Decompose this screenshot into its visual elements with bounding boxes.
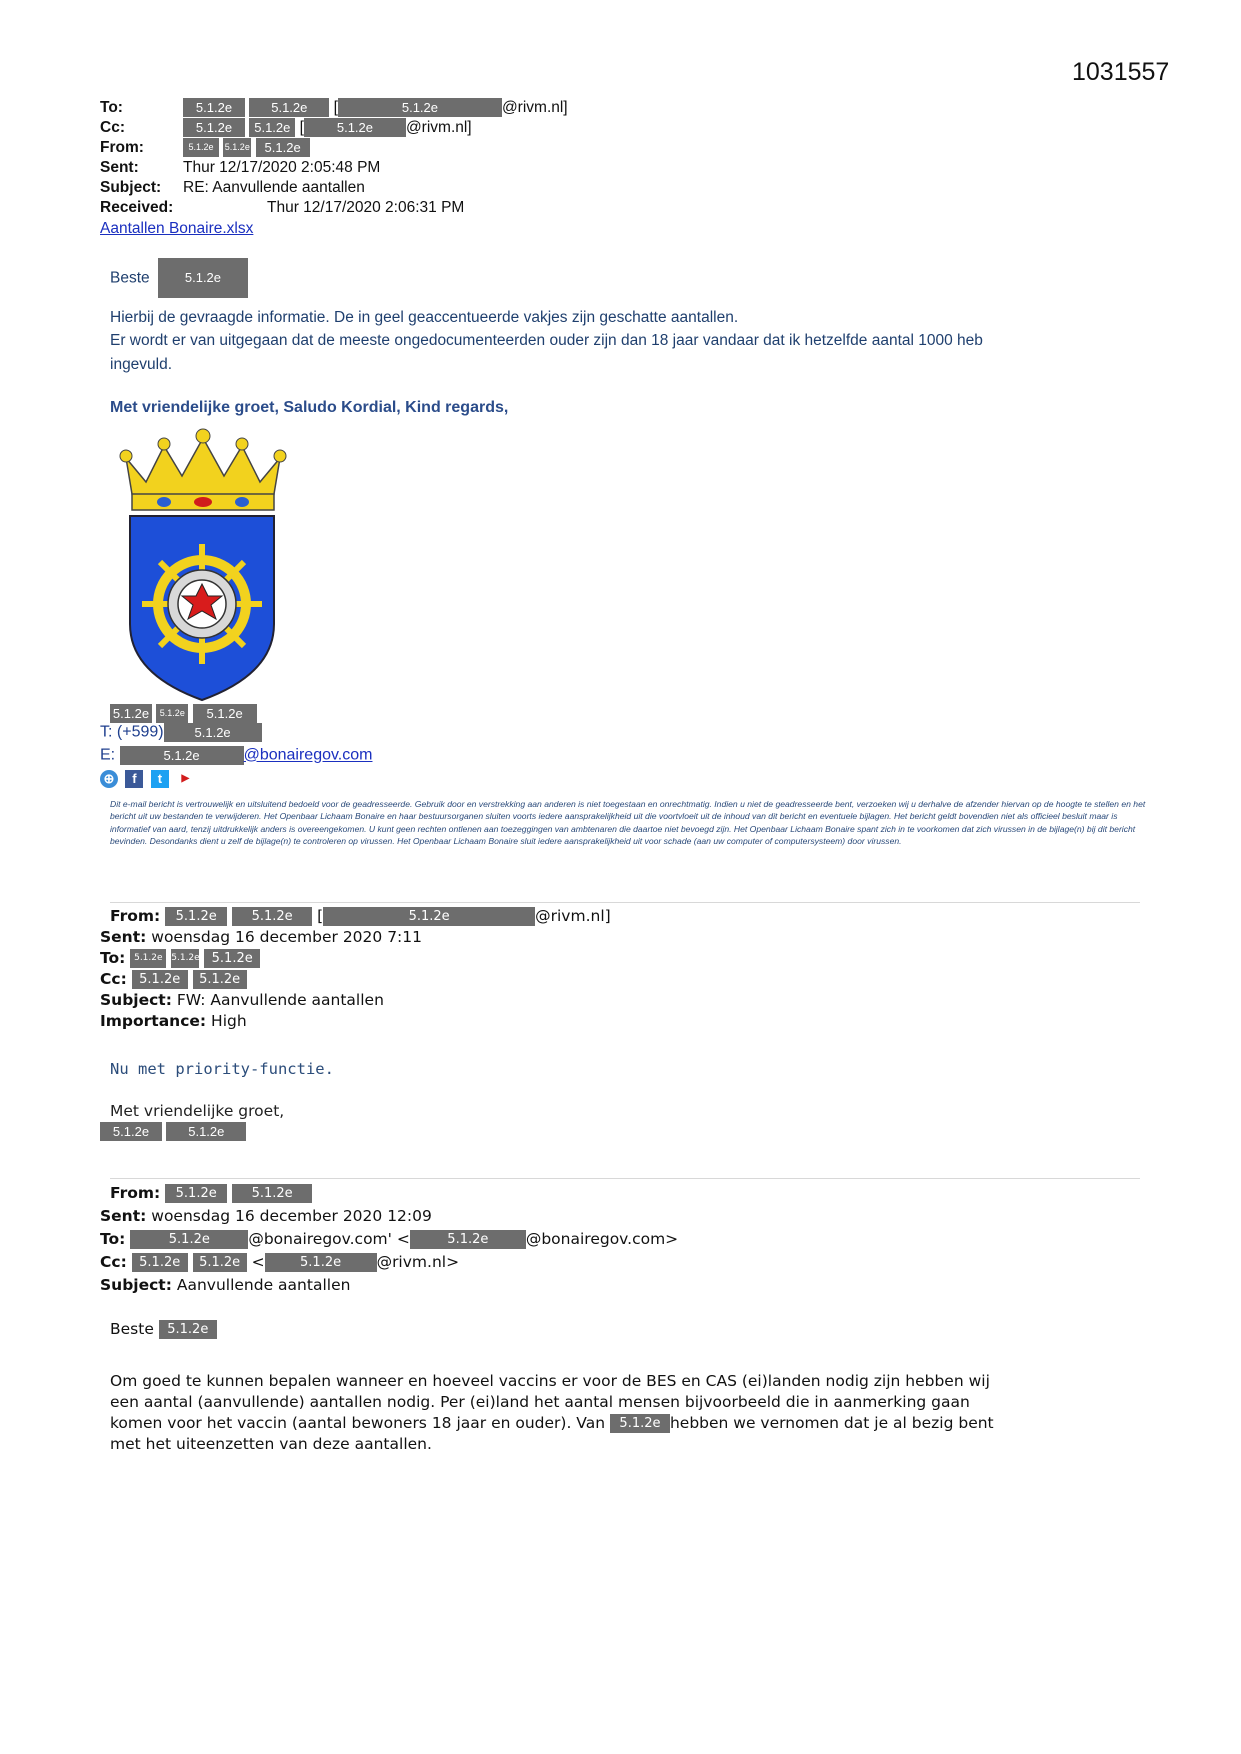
paragraph-line: Om goed te kunnen bepalen wanneer en hoeveel vaccins er voor de BES en CAS (ei)landen nodig zijn hebben wij xyxy=(110,1372,990,1390)
redaction: 5.1.2e xyxy=(183,118,245,137)
email2-importance-row xyxy=(100,1011,247,1031)
sent-value: woensdag 16 december 2020 7:11 xyxy=(151,928,423,946)
email3-cc-row: Cc: 5.1.2e 5.1.2e < 5.1.2e @rivm.nl> xyxy=(100,1253,460,1271)
from-label: From: xyxy=(110,907,161,925)
redaction: 5.1.2e xyxy=(159,1320,217,1339)
from-label: From: xyxy=(100,139,144,156)
redaction: 5.1.2e xyxy=(165,1184,227,1203)
facebook-icon[interactable]: f xyxy=(125,770,143,788)
email3-subject-row xyxy=(100,1275,350,1295)
email1-line2: Er wordt er van uitgegaan dat de meeste ongedocumenteerden ouder zijn dan 18 jaar vandaar dat ik hetzelfde aantal 1000 heb xyxy=(110,332,983,349)
signature-phone xyxy=(100,723,262,742)
email2-signature xyxy=(100,1122,246,1142)
email1-cc-row xyxy=(100,118,125,138)
to-domain: @rivm.nl] xyxy=(501,99,568,116)
redaction: 5.1.2e xyxy=(110,704,152,723)
redaction: 5.1.2e xyxy=(100,1122,162,1141)
paragraph-text: komen voor het vaccin (aantal bewoners 18 jaar en ouder). Van xyxy=(110,1414,606,1432)
redaction: 5.1.2e xyxy=(232,907,312,926)
redaction: 5.1.2e xyxy=(158,258,248,298)
to-label: To: xyxy=(100,949,126,967)
email1-greeting xyxy=(110,258,248,298)
redaction: 5.1.2e xyxy=(265,1253,377,1272)
redaction: 5.1.2e xyxy=(249,118,295,137)
signature-email xyxy=(100,746,372,765)
ship-wheel-icon xyxy=(142,544,262,664)
email2-body: Nu met priority-functie. xyxy=(110,1060,334,1078)
signoff-text: Met vriendelijke groet, Saludo Kordial, Kind regards, xyxy=(110,399,509,416)
to-domain: @bonairegov.com> xyxy=(525,1230,679,1248)
social-icons xyxy=(100,770,197,788)
email1-from-values xyxy=(183,138,310,158)
redaction: 5.1.2e xyxy=(130,1230,248,1249)
signature-email-link[interactable]: @bonairegov.com xyxy=(243,746,373,764)
email3-greeting xyxy=(110,1320,217,1339)
redaction: 5.1.2e xyxy=(338,98,502,117)
redaction: 5.1.2e xyxy=(165,907,227,926)
cc-label: Cc: xyxy=(100,970,127,988)
email2-to-row xyxy=(100,948,260,968)
email1-from-row xyxy=(100,138,144,158)
redaction: 5.1.2e xyxy=(304,118,406,137)
redaction: 5.1.2e xyxy=(193,970,247,989)
redaction: 5.1.2e xyxy=(156,704,188,723)
importance-label: Importance: xyxy=(100,1012,207,1030)
email1-to-values xyxy=(183,98,568,118)
email1-subject-value: RE: Aanvullende aantallen xyxy=(183,179,365,196)
bracket: [ xyxy=(299,119,304,136)
sent-label: Sent: xyxy=(100,1207,147,1225)
redaction: 5.1.2e xyxy=(223,138,251,157)
greeting-text: Beste xyxy=(110,1320,154,1338)
legal-disclaimer: Dit e-mail bericht is vertrouwelijk en uitsluitend bedoeld voor de geadresseerde. Gebruik door en verstrekking aan anderen is niet toegestaan en onrechtmatig. Indien u niet de geadresseerde bent, verzoeken wij u derhalve de afzender hiervan op de hoogte te stellen en het bericht uit uw bestanden te verwijderen. Het Openbaar Lichaam Bonaire en haar bestuursorganen sluiten voorts iedere aansprakelijkheid uit die voortvloeit uit de inhoud van dit bericht en eventuele bijlagen. Het bericht geldt bovendien niet als officieel besluit maar is informatief van aard, tenzij uitdrukkelijk anders is overeengekomen. U kunt geen rechten ontlenen aan toezeggingen van ambtenaren die daartoe niet bevoegd zijn. Het Openbaar Lichaam Bonaire spant zich in te voorkomen dat zich virussen in de bijlage(n) bij dit bericht bevinden. Desondanks dient u zelf de bijlage(n) te controleren op virussen. Het Openbaar Lichaam Bonaire sluit iedere aansprakelijkheid uit voor schade (aan uw computer of computersysteem) door virussen. xyxy=(110,799,1146,847)
redaction: 5.1.2e xyxy=(183,138,219,157)
redaction: 5.1.2e xyxy=(232,1184,312,1203)
signature-name xyxy=(110,704,257,724)
paragraph-line: met het uiteenzetten van deze aantallen. xyxy=(110,1435,432,1453)
email2-cc-row xyxy=(100,969,247,989)
email2-signoff: Met vriendelijke groet, xyxy=(110,1102,285,1120)
cc-label: Cc: xyxy=(100,1253,127,1271)
email3-sent-row xyxy=(100,1206,432,1226)
redaction: 5.1.2e xyxy=(171,949,199,968)
attachment-link[interactable]: Aantallen Bonaire.xlsx xyxy=(100,220,254,237)
subject-label: Subject: xyxy=(100,1276,172,1294)
email1-sent-row xyxy=(100,158,139,178)
redaction: 5.1.2e xyxy=(166,1122,246,1141)
redaction: 5.1.2e xyxy=(164,723,262,742)
email1-subject-row xyxy=(100,178,161,198)
bracket: [ xyxy=(317,907,324,925)
redaction: 5.1.2e xyxy=(323,907,535,926)
paragraph-line: een aantal (aanvullende) aantallen nodig. Per (ei)land het aantal mensen bijvoorbeeld die in aanmerking gaan xyxy=(110,1393,970,1411)
subject-value: FW: Aanvullende aantallen xyxy=(176,991,384,1009)
redaction: 5.1.2e xyxy=(132,970,188,989)
divider xyxy=(110,902,1140,903)
sent-label: Sent: xyxy=(100,159,139,176)
email3-from-row xyxy=(110,1183,312,1203)
redaction: 5.1.2e xyxy=(193,704,257,723)
from-label: From: xyxy=(110,1184,161,1202)
importance-value: High xyxy=(211,1012,247,1030)
redaction: 5.1.2e xyxy=(610,1414,670,1433)
crown-icon xyxy=(120,429,286,510)
redaction: 5.1.2e xyxy=(410,1230,526,1249)
email1-sent-value: Thur 12/17/2020 2:05:48 PM xyxy=(183,159,381,176)
redaction: 5.1.2e xyxy=(249,98,329,117)
redaction: 5.1.2e xyxy=(183,98,245,117)
to-domain: @bonairegov.com' xyxy=(248,1230,392,1248)
email2-sent-row xyxy=(100,927,422,947)
email3-paragraph xyxy=(110,1371,994,1455)
received-label: Received: xyxy=(100,199,174,216)
paragraph-text: hebben we vernomen dat je al bezig bent xyxy=(669,1414,994,1432)
email-prefix: E: xyxy=(100,746,116,764)
bracket: [ xyxy=(333,99,338,116)
cc-domain: @rivm.nl] xyxy=(405,119,472,136)
email1-line3: ingevuld. xyxy=(110,356,173,373)
redaction: 5.1.2e xyxy=(256,138,310,157)
twitter-icon[interactable]: t xyxy=(151,770,169,788)
email1-received-value: Thur 12/17/2020 2:06:31 PM xyxy=(267,199,465,216)
greeting-text: Beste xyxy=(110,269,150,287)
subject-label: Subject: xyxy=(100,991,172,1009)
redaction: 5.1.2e xyxy=(132,1253,188,1272)
coat-of-arms-logo xyxy=(112,424,294,704)
email1-signoff xyxy=(110,399,508,417)
phone-prefix: T: (+599) xyxy=(100,723,164,741)
from-domain: @rivm.nl] xyxy=(535,907,611,925)
email3-to-row: To: 5.1.2e @bonairegov.com' < 5.1.2e @bonairegov.com> xyxy=(100,1230,679,1248)
redaction: 5.1.2e xyxy=(204,949,260,968)
sent-value: woensdag 16 december 2020 12:09 xyxy=(151,1207,432,1225)
email1-line1: Hierbij de gevraagde informatie. De in geel geaccentueerde vakjes zijn geschatte aantallen. xyxy=(110,309,739,326)
redaction: 5.1.2e xyxy=(120,746,244,765)
globe-icon[interactable]: ⊕ xyxy=(100,770,118,788)
subject-label: Subject: xyxy=(100,179,162,196)
to-label: To: xyxy=(100,1230,126,1248)
email1-to-row xyxy=(100,98,123,118)
paragraph-line xyxy=(110,1413,994,1434)
email1-cc-values xyxy=(183,118,472,138)
subject-value: Aanvullende aantallen xyxy=(176,1276,351,1294)
cc-domain: @rivm.nl> xyxy=(376,1253,460,1271)
redaction: 5.1.2e xyxy=(193,1253,247,1272)
youtube-icon[interactable]: ▶ xyxy=(176,770,194,788)
sent-label: Sent: xyxy=(100,928,147,946)
email1-received-row xyxy=(100,198,173,218)
redaction: 5.1.2e xyxy=(130,949,166,968)
email2-from-row xyxy=(110,906,611,926)
divider xyxy=(110,1178,1140,1179)
document-number: 1031557 xyxy=(1072,58,1170,86)
to-label: To: xyxy=(100,99,123,116)
cc-label: Cc: xyxy=(100,119,125,136)
email2-subject-row xyxy=(100,990,384,1010)
